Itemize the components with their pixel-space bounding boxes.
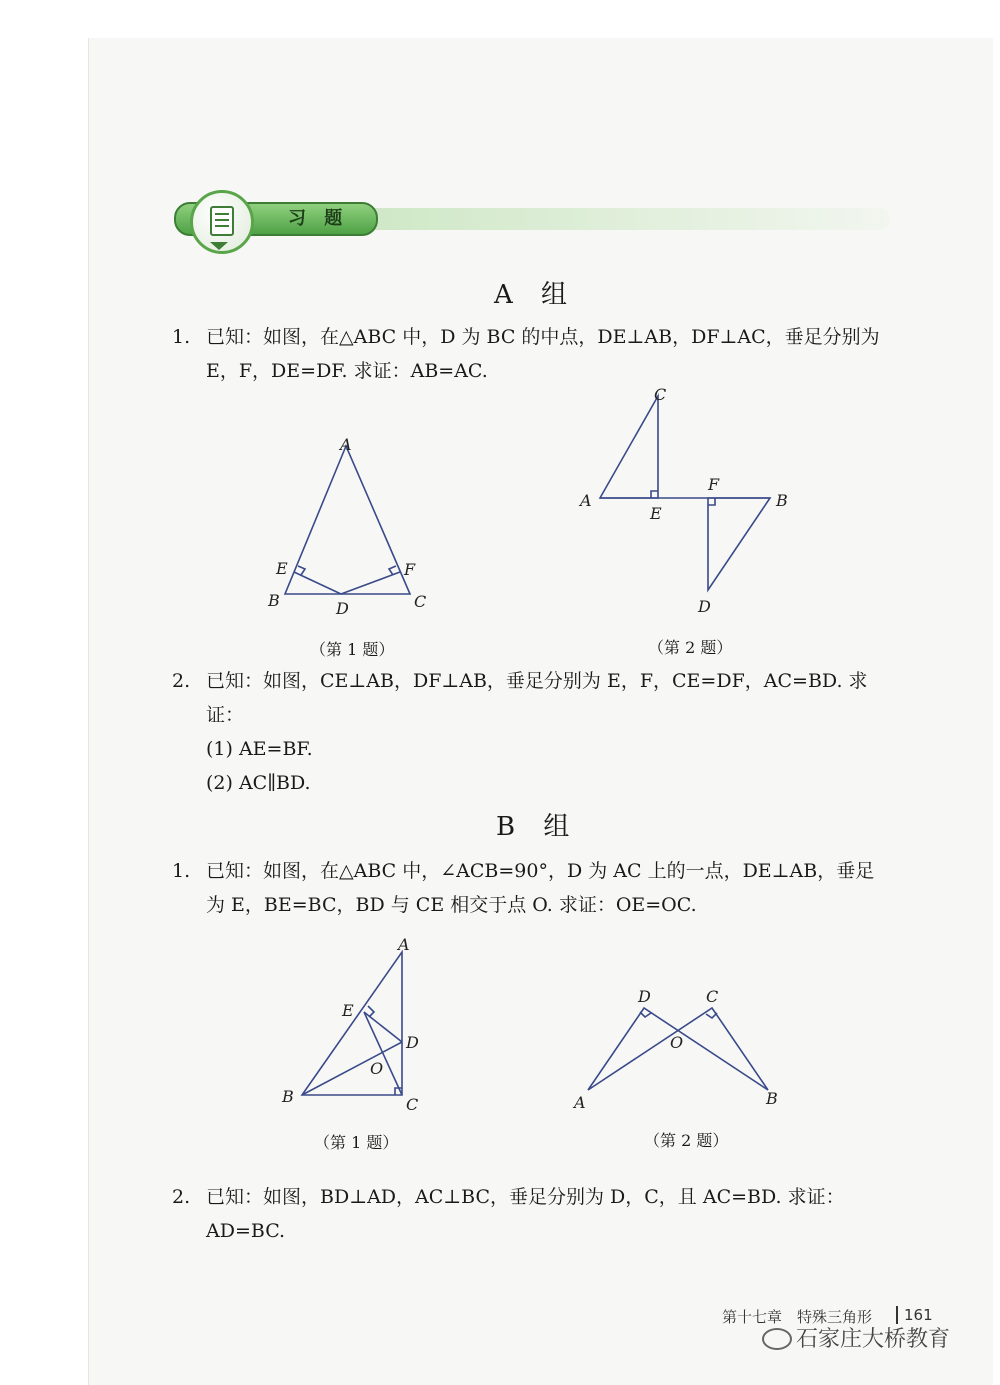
point-label: E: [276, 559, 288, 578]
problem-b2: [172, 1180, 892, 1248]
point-label: E: [342, 1001, 354, 1020]
point-label: F: [404, 560, 416, 579]
point-label: B: [268, 591, 280, 610]
point-label: D: [336, 599, 349, 618]
point-label: B: [282, 1087, 294, 1106]
point-label: F: [708, 475, 720, 494]
problem-b1: [172, 854, 892, 922]
point-label: D: [406, 1033, 419, 1052]
watermark-text: 石家庄大桥教育: [796, 1327, 951, 1352]
point-label: A: [340, 435, 352, 454]
problem-text: 已知：如图，CE⊥AB，DF⊥AB，垂足分别为 E，F，CE=DF，AC=BD. 求证：: [206, 670, 868, 726]
point-label: B: [766, 1089, 778, 1108]
point-label: A: [574, 1093, 586, 1112]
section-title: 习 题: [288, 208, 349, 229]
point-label: A: [580, 491, 592, 510]
group-a-title: A 组: [494, 280, 578, 310]
figure-a1: [260, 432, 440, 622]
section-banner: [170, 190, 890, 254]
point-label: D: [638, 987, 651, 1006]
sub-question-2: (2) AC∥BD.: [206, 772, 311, 794]
point-label: B: [776, 491, 788, 510]
problem-a2: [172, 664, 892, 800]
figure-a1-caption: （第 1 题）: [310, 640, 395, 659]
group-b-title: B 组: [496, 812, 580, 842]
problem-text: 已知：如图，在△ABC 中，D 为 BC 的中点，DE⊥AB，DF⊥AC，垂足分别为 E，F，DE=DF. 求证：AB=AC.: [206, 326, 880, 382]
figure-a2-caption: （第 2 题）: [648, 638, 733, 657]
figure-b1: [278, 930, 438, 1120]
problem-text: 已知：如图，BD⊥AD，AC⊥BC，垂足分别为 D，C，且 AC=BD. 求证：AD=BC.: [206, 1186, 845, 1242]
point-label: C: [406, 1095, 419, 1114]
chapter-title: 第十七章 特殊三角形: [722, 1308, 873, 1326]
figure-a2: [570, 380, 810, 620]
point-label: D: [698, 597, 711, 616]
problem-number: 2.: [172, 670, 191, 692]
point-label: A: [398, 935, 410, 954]
point-label: O: [370, 1059, 384, 1078]
point-label: O: [670, 1033, 684, 1052]
problem-a1: [172, 320, 892, 388]
point-label: C: [654, 385, 667, 404]
figure-b1-caption: （第 1 题）: [314, 1133, 399, 1152]
banner-fade: [370, 208, 890, 230]
figure-b2: [568, 984, 788, 1114]
problem-number: 1.: [172, 326, 191, 348]
page-number: 161: [896, 1306, 933, 1324]
watermark: [762, 1322, 950, 1353]
problem-text: 已知：如图，在△ABC 中，∠ACB=90°，D 为 AC 上的一点，DE⊥AB，垂足为 E，BE=BC，BD 与 CE 相交于点 O. 求证：OE=OC.: [206, 860, 875, 916]
problem-number: 1.: [172, 860, 191, 882]
point-label: C: [414, 592, 427, 611]
point-label: C: [706, 987, 719, 1006]
problem-number: 2.: [172, 1186, 191, 1208]
banner-arrow: [210, 242, 228, 250]
wechat-icon: [762, 1328, 792, 1350]
figure-b2-caption: （第 2 题）: [644, 1131, 729, 1150]
sub-question-1: (1) AE=BF.: [206, 738, 313, 760]
point-label: E: [650, 504, 662, 523]
